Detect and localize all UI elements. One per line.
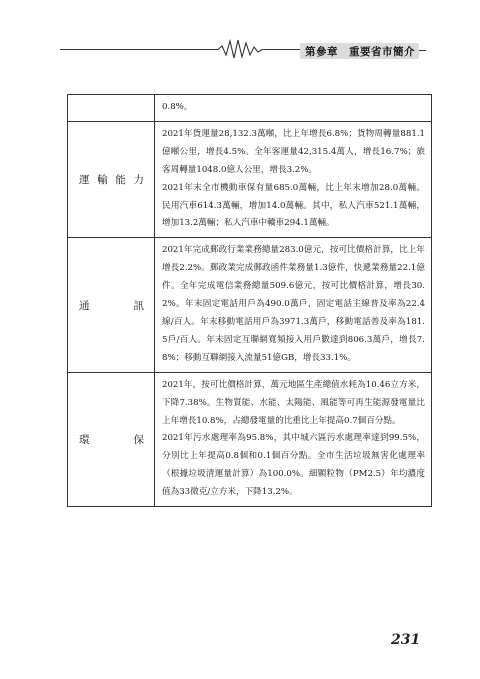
table-row bbox=[68, 121, 432, 237]
content-cell bbox=[155, 95, 432, 122]
page-header bbox=[0, 0, 480, 70]
content-cell bbox=[155, 238, 432, 372]
category-cell bbox=[68, 121, 155, 237]
category-cell bbox=[68, 238, 155, 372]
table-row bbox=[68, 372, 432, 506]
content-paragraph: 2021年貨運量28,132.3萬噸，比上年增長6.8%；貨物周轉量881.1億噸公里，增長4.5%。全年客運量42,315.4萬人，增長16.7%；旅客周轉量1048.0億人公里，增長3.2%。 bbox=[162, 128, 425, 175]
info-table bbox=[67, 94, 432, 507]
content-paragraph: 0.8%。 bbox=[162, 102, 193, 112]
content-paragraph: 2021年完成郵政行業業務總量283.0億元，按可比價格計算，比上年增長2.2%。郵政業完成郵政函件業務量1.3億件，快遞業務量22.1億件。全年完成電信業務總量509.6億元，按可比價格計算，增長30.2%。年末固定電話用戶為490.0萬戶，固定電話主線普及率為22.4線/百人。年末移動電話用戶為3971.3萬戶，移動電話普及率為181.5戶/百人。年末固定互聯網寬頻接入用戶數達到806.3萬戶，增長7.8%；移動互聯網接入流量51億GB，增長33.1%。 bbox=[162, 245, 425, 363]
category-label: 環 保 bbox=[79, 433, 144, 446]
category-label: 運 輸 能 力 bbox=[79, 174, 144, 187]
category-cell bbox=[68, 95, 155, 122]
content-cell bbox=[155, 372, 432, 506]
content-paragraph: 2021年末全市機動車保有量685.0萬輛，比上年末增加28.0萬輛。民用汽車614.3萬輛，增加14.0萬輛。其中，私人汽車521.1萬輛，增加13.2萬輛；私人汽車中轎車294.1萬輛。 bbox=[162, 182, 425, 229]
page-number: 231 bbox=[391, 632, 421, 648]
header-rule-heartbeat-icon bbox=[0, 0, 480, 70]
content-paragraph: 2021年污水處理率為95.8%，其中城六區污水處理率達到99.5%，分別比上年提高0.8個和0.1個百分點。全市生活垃圾無害化處理率（根據垃圾清運量計算）為100.0%。細顆粒物（PM2.5）年均濃度值為33微克/立方米，下降13.2%。 bbox=[162, 433, 425, 498]
content-cell bbox=[155, 121, 432, 237]
table-row bbox=[68, 95, 432, 122]
chapter-title: 第參章 重要省市簡介 bbox=[305, 46, 415, 58]
table-row bbox=[68, 238, 432, 372]
category-label: 通 訊 bbox=[79, 299, 144, 312]
category-cell bbox=[68, 372, 155, 506]
content-paragraph: 2021年，按可比價格計算，萬元地區生產總值水耗為10.46立方米，下降7.38%。生物質能、水能、太陽能、風能等可再生能源發電量比上年增長10.8%，占總發電量的比重比上年提高0.7個百分點。 bbox=[162, 379, 425, 426]
